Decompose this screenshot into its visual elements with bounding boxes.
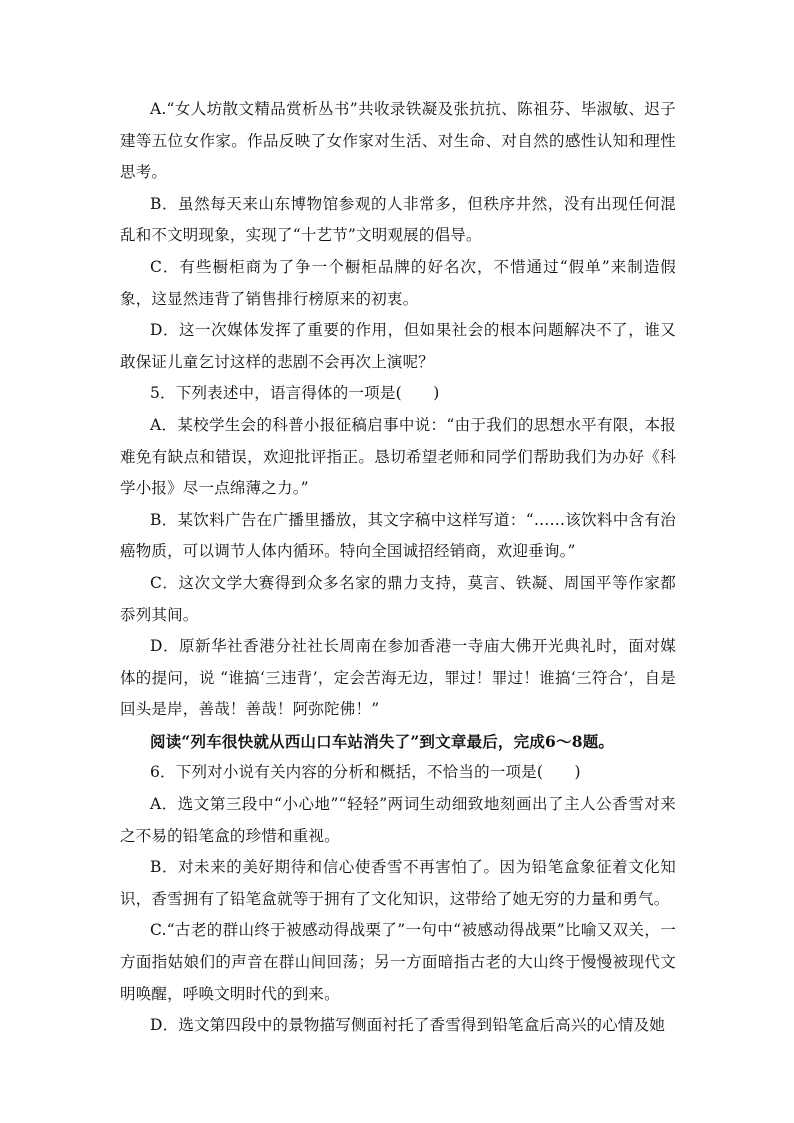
q6-option-c: C.“古老的群山终于被感动得战栗了”一句中“被感动得战栗”比喻又双关，一方面指姑娘们的声音在群山间回荡；另一方面暗指古老的大山终于慢慢被现代文明唤醒，呼唤文明时代的到来。 xyxy=(120,921,676,1003)
q6-option-d: D．选文第四段中的景物描写侧面衬托了香雪得到铅笔盒后高兴的心情及她 xyxy=(150,1016,666,1035)
q5-option-a: A．某校学生会的科普小报征稿启事中说：“由于我们的思想水平有限，本报难免有缺点和错误，欢迎批评指正。恳切希望老师和同学们帮助我们为办好《科学小报》尽一点绵薄之力。” xyxy=(120,415,676,498)
q5-option-d: D．原新华社香港分社社长周南在参加香港一寺庙大佛开光典礼时，面对媒体的提问，说 “谁搞‘三违背’，定会苦海无边，罪过！罪过！谁搞‘三符合’，自是回头是岸，善哉！善哉！阿弥陀佛！” xyxy=(120,637,676,719)
q6-option-b: B．对未来的美好期待和信心使香雪不再害怕了。因为铅笔盒象征着文化知识，香雪拥有了铅笔盒就等于拥有了文化知识，这带给了她无穷的力量和勇气。 xyxy=(120,858,676,908)
q6-option-a: A．选文第三段中“小心地”“轻轻”两词生动细致地刻画出了主人公香雪对来之不易的铅笔盒的珍惜和重视。 xyxy=(120,795,676,845)
q5-option-b: B．某饮料广告在广播里播放，其文字稿中这样写道：“……该饮料中含有治癌物质，可以调节人体内循环。特向全国诚招经销商，欢迎垂询。” xyxy=(120,510,676,561)
q5-option-c: C．这次文学大赛得到众多名家的鼎力支持，莫言、铁凝、周国平等作家都忝列其间。 xyxy=(120,573,676,624)
reading-instruction: 阅读“列车很快就从西山口车站消失了”到文章最后，完成6～8题。 xyxy=(150,731,615,751)
q4-option-b: B．虽然每天来山东博物馆参观的人非常多，但秩序井然，没有出现任何混乱和不文明现象，实现了“十艺节”文明观展的倡导。 xyxy=(120,194,676,245)
q4-option-a: A.“女人坊散文精品赏析丛书”共收录铁凝及张抗抗、陈祖芬、毕淑敏、迟子建等五位女作家。作品反映了女作家对生活、对生命、对自然的感性认知和理性思考。 xyxy=(120,100,676,182)
q4-option-c: C．有些橱柜商为了争一个橱柜品牌的好名次，不惜通过“假单”来制造假象，这显然违背了销售排行榜原来的初衷。 xyxy=(120,257,676,308)
q4-option-d: D．这一次媒体发挥了重要的作用，但如果社会的根本问题解决不了，谁又敢保证儿童乞讨这样的悲剧不会再次上演呢？ xyxy=(120,321,676,371)
q5-stem: 5．下列表述中，语言得体的一项是( ) xyxy=(150,384,440,403)
q6-stem: 6．下列对小说有关内容的分析和概括，不恰当的一项是( ) xyxy=(150,763,581,782)
document-page xyxy=(120,94,676,1042)
